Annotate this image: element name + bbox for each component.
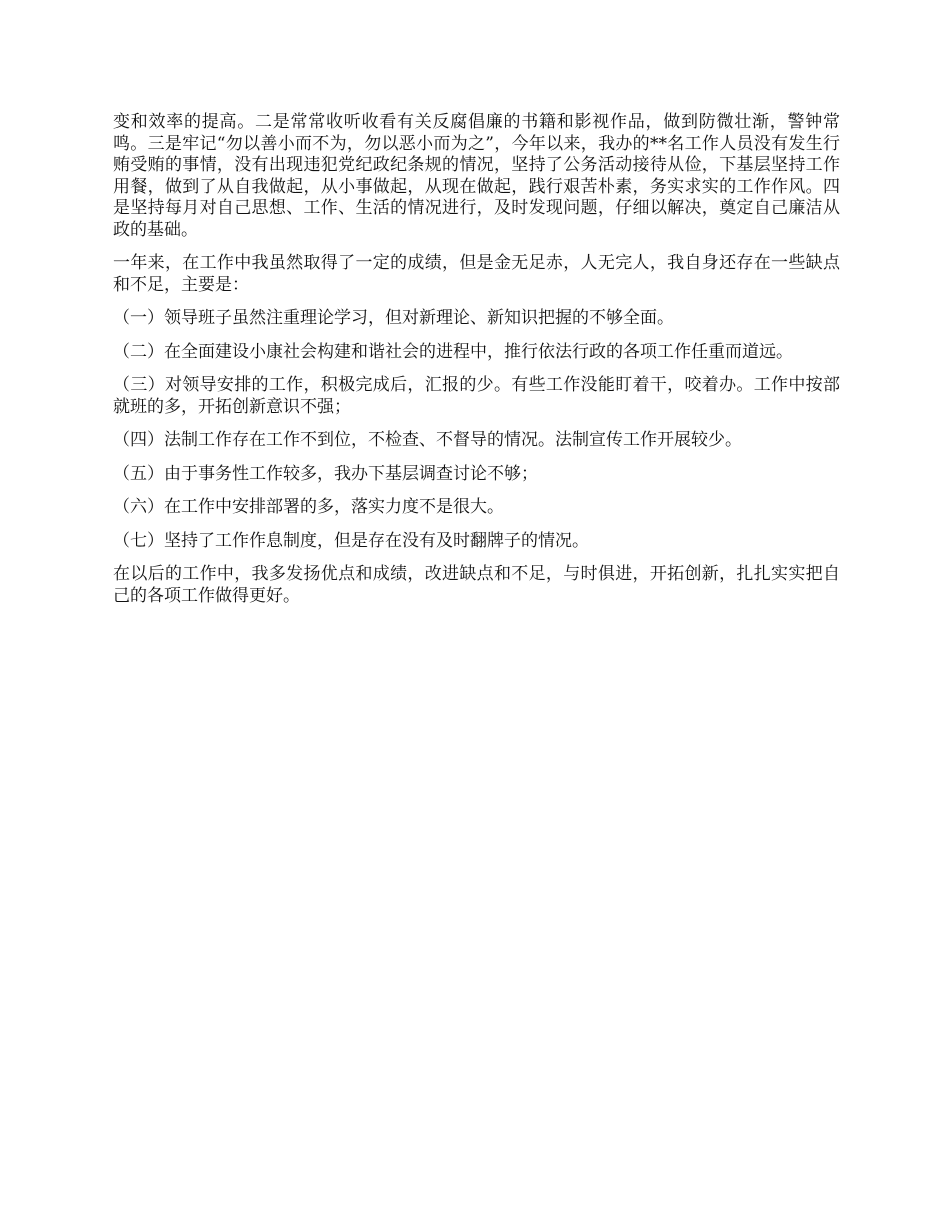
list-item-3: （三）对领导安排的工作，积极完成后，汇报的少。有些工作没能盯着干，咬着办。工作中按部就班的多，开拓创新意识不强； (113, 375, 840, 417)
paragraph-integrity: 变和效率的提高。二是常常收听收看有关反腐倡廉的书籍和影视作品，做到防微壮渐，警钟常鸣。三是牢记“勿以善小而不为，勿以恶小而为之”，今年以来，我办的**名工作人员没有发生行贿受贿的事情，没有出现违犯党纪政纪条规的情况，坚持了公务活动接待从俭，下基层坚持工作用餐，做到了从自我做起，从小事做起，从现在做起，践行艰苦朴素，务实求实的工作作风。四是坚持每月对自己思想、工作、生活的情况进行，及时发现问题，仔细以解决，奠定自己廉洁从政的基础。 (113, 112, 840, 240)
document-body (113, 112, 840, 619)
list-item-5: （五）由于事务性工作较多，我办下基层调查讨论不够； (113, 463, 538, 484)
list-item-4: （四）法制工作存在工作不到位，不检查、不督导的情况。法制宣传工作开展较少。 (113, 430, 742, 450)
paragraph-conclusion: 在以后的工作中，我多发扬优点和成绩，改进缺点和不足，与时俱进，开拓创新，扎扎实实把自己的各项工作做得更好。 (113, 564, 840, 606)
list-item-2: （二）在全面建设小康社会构建和谐社会的进程中，推行依法行政的各项工作任重而道远。 (113, 341, 793, 362)
list-item-6: （六）在工作中安排部署的多，落实力度不是很大。 (113, 497, 504, 517)
list-item-7: （七）坚持了工作作息制度，但是存在没有及时翻牌子的情况。 (113, 530, 589, 551)
list-item-1: （一）领导班子虽然注重理论学习，但对新理论、新知识把握的不够全面。 (113, 308, 674, 328)
paragraph-shortcomings-intro: 一年来，在工作中我虽然取得了一定的成绩，但是金无足赤，人无完人，我自身还存在一些缺点和不足，主要是： (113, 253, 840, 295)
